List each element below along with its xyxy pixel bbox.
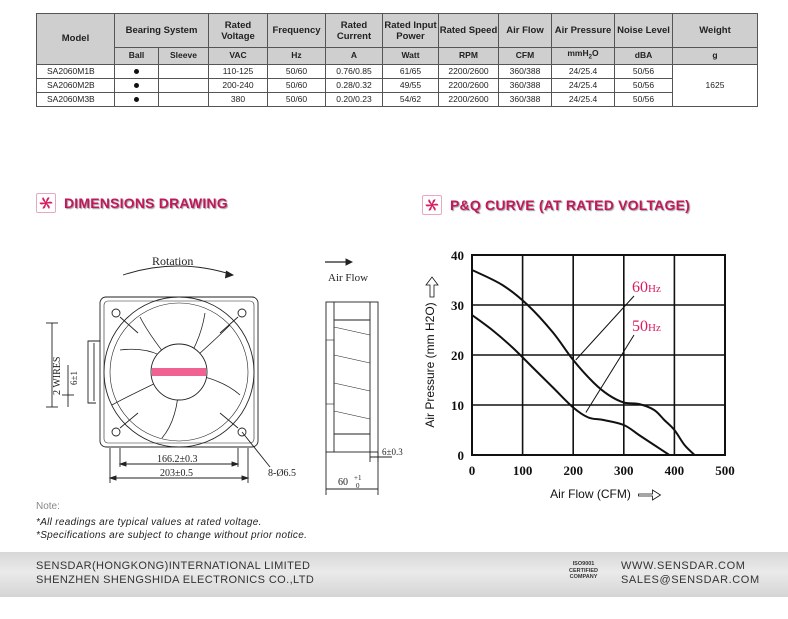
cell-ball — [115, 78, 159, 92]
unit-noise: dBA — [615, 48, 673, 65]
x-tick-label: 100 — [512, 463, 533, 478]
cell-model: SA2060M2B — [37, 78, 115, 92]
cell-power: 61/65 — [383, 64, 439, 78]
y-axis-label: Air Pressure (mm H2O) — [423, 302, 437, 428]
company-name-cn: SHENZHEN SHENGSHIDA ELECTRONICS CO.,LTD — [36, 574, 315, 586]
dim-depth-label: 60 — [338, 477, 348, 488]
iso-badge — [569, 561, 598, 581]
pq-curve-chart — [420, 240, 770, 502]
x-tick-label: 200 — [563, 463, 583, 478]
x-axis-arrow-icon — [639, 490, 661, 500]
cell-pressure: 24/25.4 — [552, 92, 615, 106]
header-rated-input-power: Rated Input Power — [383, 14, 439, 48]
cell-power: 54/62 — [383, 92, 439, 106]
cell-noise: 50/56 — [615, 92, 673, 106]
bullet-icon — [134, 97, 139, 102]
iso-line: COMPANY — [569, 574, 598, 580]
cell-pressure: 24/25.4 — [552, 78, 615, 92]
cell-voltage: 200-240 — [209, 78, 268, 92]
air-flow-label: Air Flow — [328, 272, 369, 284]
y-tick-label: 40 — [451, 248, 464, 263]
header-noise-level: Noise Level — [615, 14, 673, 48]
unit-weight: g — [673, 48, 758, 65]
footer-bar — [0, 552, 788, 597]
table-row — [37, 78, 758, 92]
header-sleeve: Sleeve — [159, 48, 209, 65]
pq-curve-title: P&Q CURVE (AT RATED VOLTAGE) — [450, 197, 690, 213]
dimensions-title: DIMENSIONS DRAWING — [64, 195, 228, 211]
dim-inner-label: 166.2±0.3 — [157, 454, 198, 465]
header-rated-speed: Rated Speed — [439, 14, 499, 48]
header-air-flow: Air Flow — [499, 14, 552, 48]
cell-sleeve — [159, 92, 209, 106]
y-tick-label: 30 — [451, 298, 464, 313]
cell-speed: 2200/2600 — [439, 64, 499, 78]
cell-air-flow: 360/388 — [499, 64, 552, 78]
cell-model: SA2060M1B — [37, 64, 115, 78]
header-rated-voltage: Rated Voltage — [209, 14, 268, 48]
note-line: *Specifications are subject to change without prior notice. — [36, 530, 308, 541]
dim-depth-tol-minus: 0 — [356, 482, 360, 490]
series-line-60hz — [472, 270, 695, 455]
fan-logo-icon — [36, 193, 56, 213]
pq-curve-heading — [422, 195, 690, 215]
cell-current: 0.28/0.32 — [326, 78, 383, 92]
cell-power: 49/55 — [383, 78, 439, 92]
specification-table — [36, 13, 758, 107]
hub-label — [152, 368, 206, 376]
note-line: *All readings are typical values at rated voltage. — [36, 517, 262, 528]
wires-label: 2 WIRES — [52, 356, 63, 395]
series-leader-line — [586, 335, 634, 413]
cell-pressure: 24/25.4 — [552, 64, 615, 78]
dimensions-drawing — [30, 245, 420, 500]
cell-voltage: 110-125 — [209, 64, 268, 78]
cell-ball — [115, 92, 159, 106]
cell-speed: 2200/2600 — [439, 78, 499, 92]
x-tick-label: 300 — [614, 463, 634, 478]
iso-line: CERTIFIED — [569, 567, 599, 574]
unit-air-pressure: mmH$_2$O — [552, 48, 615, 65]
unit-voltage: VAC — [209, 48, 268, 65]
cell-noise: 50/56 — [615, 78, 673, 92]
unit-air-flow: CFM — [499, 48, 552, 65]
series-label: 60Hz — [632, 279, 661, 296]
rotation-label: Rotation — [152, 254, 194, 268]
table-row — [37, 64, 758, 78]
cell-air-flow: 360/388 — [499, 92, 552, 106]
unit-current: A — [326, 48, 383, 65]
cell-frequency: 50/60 — [268, 78, 326, 92]
unit-speed: RPM — [439, 48, 499, 65]
header-weight: Weight — [673, 14, 758, 48]
dim-flange-label: 6±0.3 — [382, 447, 403, 457]
header-ball: Ball — [115, 48, 159, 65]
cell-air-flow: 360/388 — [499, 78, 552, 92]
cell-voltage: 380 — [209, 92, 268, 106]
website-link[interactable]: WWW.SENSDAR.COM — [621, 560, 746, 572]
cell-model: SA2060M3B — [37, 92, 115, 106]
x-tick-label: 500 — [715, 463, 735, 478]
bullet-icon — [134, 83, 139, 88]
x-axis-label: Air Flow (CFM) — [550, 487, 631, 501]
dim-outer-label: 203±0.5 — [160, 468, 193, 479]
y-tick-label: 0 — [457, 448, 464, 463]
unit-frequency: Hz — [268, 48, 326, 65]
cell-noise: 50/56 — [615, 64, 673, 78]
header-model: Model — [37, 14, 115, 65]
unit-power: Watt — [383, 48, 439, 65]
header-bearing-system: Bearing System — [115, 14, 209, 48]
x-tick-label: 400 — [664, 463, 685, 478]
cell-sleeve — [159, 78, 209, 92]
cell-sleeve — [159, 64, 209, 78]
header-rated-current: Rated Current — [326, 14, 383, 48]
iso-line: ISO9001 — [572, 561, 595, 567]
fan-logo-icon — [422, 195, 442, 215]
series-label: 50Hz — [632, 318, 661, 335]
dimensions-heading — [36, 193, 228, 213]
bullet-icon — [134, 69, 139, 74]
cell-speed: 2200/2600 — [439, 92, 499, 106]
y-tick-label: 10 — [451, 398, 464, 413]
header-air-pressure: Air Pressure — [552, 14, 615, 48]
note-label: Note: — [36, 501, 60, 512]
cell-weight: 1625 — [673, 64, 758, 106]
cell-frequency: 50/60 — [268, 64, 326, 78]
cell-current: 0.76/0.85 — [326, 64, 383, 78]
email-link[interactable]: SALES@SENSDAR.COM — [621, 574, 760, 586]
header-frequency: Frequency — [268, 14, 326, 48]
table-row — [37, 92, 758, 106]
series-line-50hz — [472, 315, 669, 455]
dim-depth-tol-plus: +1 — [354, 474, 362, 482]
dim-hole-label: 8-Ø6.5 — [268, 468, 297, 479]
cell-current: 0.20/0.23 — [326, 92, 383, 106]
cell-ball — [115, 64, 159, 78]
x-tick-label: 0 — [468, 463, 476, 478]
company-name-en: SENSDAR(HONGKONG)INTERNATIONAL LIMITED — [36, 560, 311, 572]
y-tick-label: 20 — [451, 348, 464, 363]
cell-frequency: 50/60 — [268, 92, 326, 106]
wire-tolerance-label: 6±1 — [69, 371, 79, 385]
y-axis-arrow-icon — [426, 277, 438, 297]
